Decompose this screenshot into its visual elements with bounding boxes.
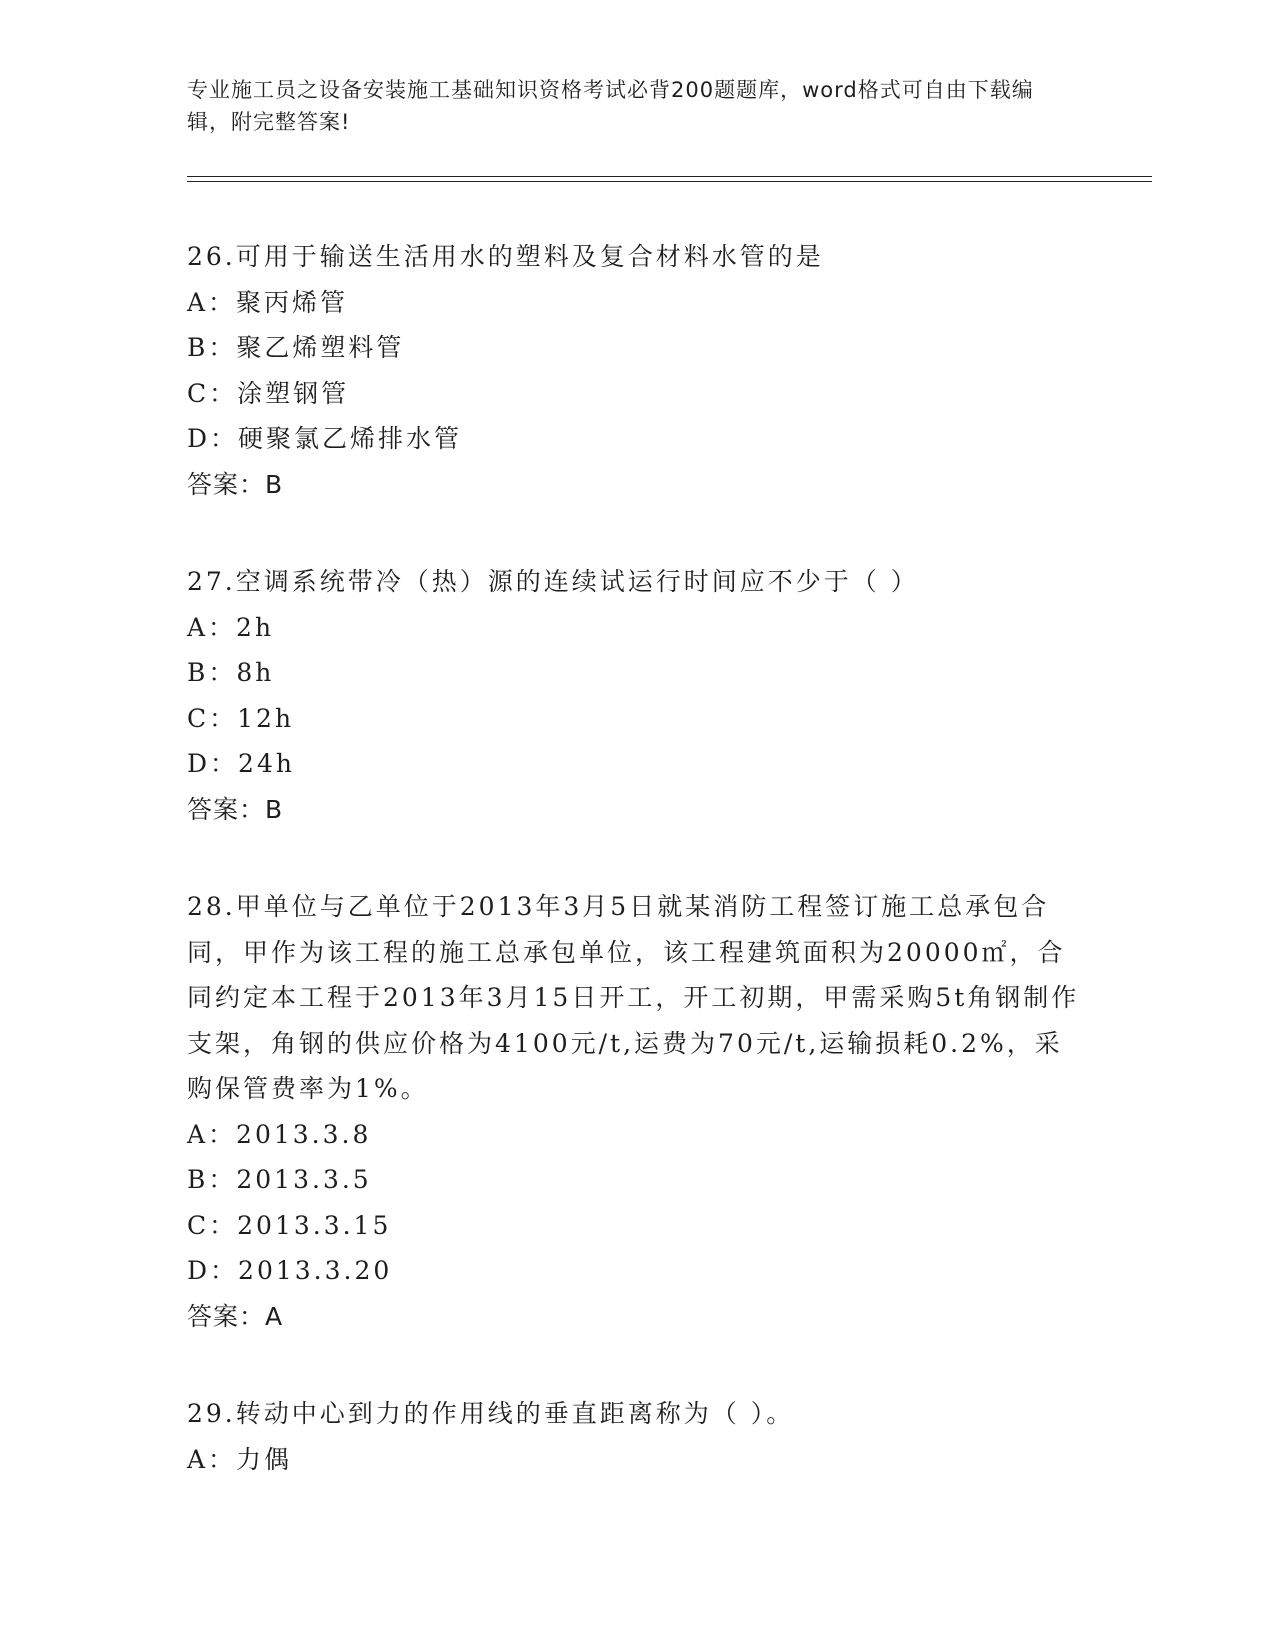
question-stem: 29.转动中心到力的作用线的垂直距离称为（ ）。	[187, 1399, 795, 1428]
option-c: C：涂塑钢管	[187, 378, 350, 408]
question-27	[187, 559, 1087, 832]
header-divider-top	[187, 176, 1152, 177]
option-d: D：2013.3.20	[187, 1256, 393, 1285]
question-stem: 26.可用于输送生活用水的塑料及复合材料水管的是	[187, 242, 824, 271]
option-b: B：8h	[187, 658, 275, 687]
option-c: C：12h	[187, 703, 295, 733]
option-b: B：2013.3.5	[187, 1165, 372, 1194]
document-header: 专业施工员之设备安装施工基础知识资格考试必背200题题库，word格式可自由下载编辑，附完整答案!	[187, 78, 1034, 134]
question-29	[187, 1391, 1087, 1482]
question-28	[187, 884, 1087, 1339]
header-divider-bottom	[187, 181, 1152, 182]
option-a: A：2013.3.8	[187, 1119, 372, 1149]
option-b: B：聚乙烯塑料管	[187, 333, 405, 362]
question-list	[187, 234, 1087, 1534]
option-a: A：力偶	[187, 1444, 293, 1474]
answer: 答案：A	[187, 1301, 284, 1331]
option-a: A：聚丙烯管	[187, 287, 349, 317]
option-a: A：2h	[187, 612, 275, 642]
question-26	[187, 234, 1087, 507]
option-c: C：2013.3.15	[187, 1210, 392, 1240]
answer: 答案：B	[187, 469, 284, 499]
option-d: D：24h	[187, 749, 295, 778]
question-stem: 27.空调系统带冷（热）源的连续试运行时间应不少于（ ）	[187, 567, 919, 596]
question-stem: 28.甲单位与乙单位于2013年3月5日就某消防工程签订施工总承包合同，甲作为该工程的施工总承包单位，该工程建筑面积为20000㎡，合同约定本工程于2013年3月15日开工，开工初期，甲需采购5t角钢制作支架，角钢的供应价格为4100元/t,运费为70元/t,运输损耗0.2%，采购保管费率为1%。	[187, 892, 1080, 1103]
option-d: D：硬聚氯乙烯排水管	[187, 424, 463, 453]
answer: 答案：B	[187, 794, 284, 824]
